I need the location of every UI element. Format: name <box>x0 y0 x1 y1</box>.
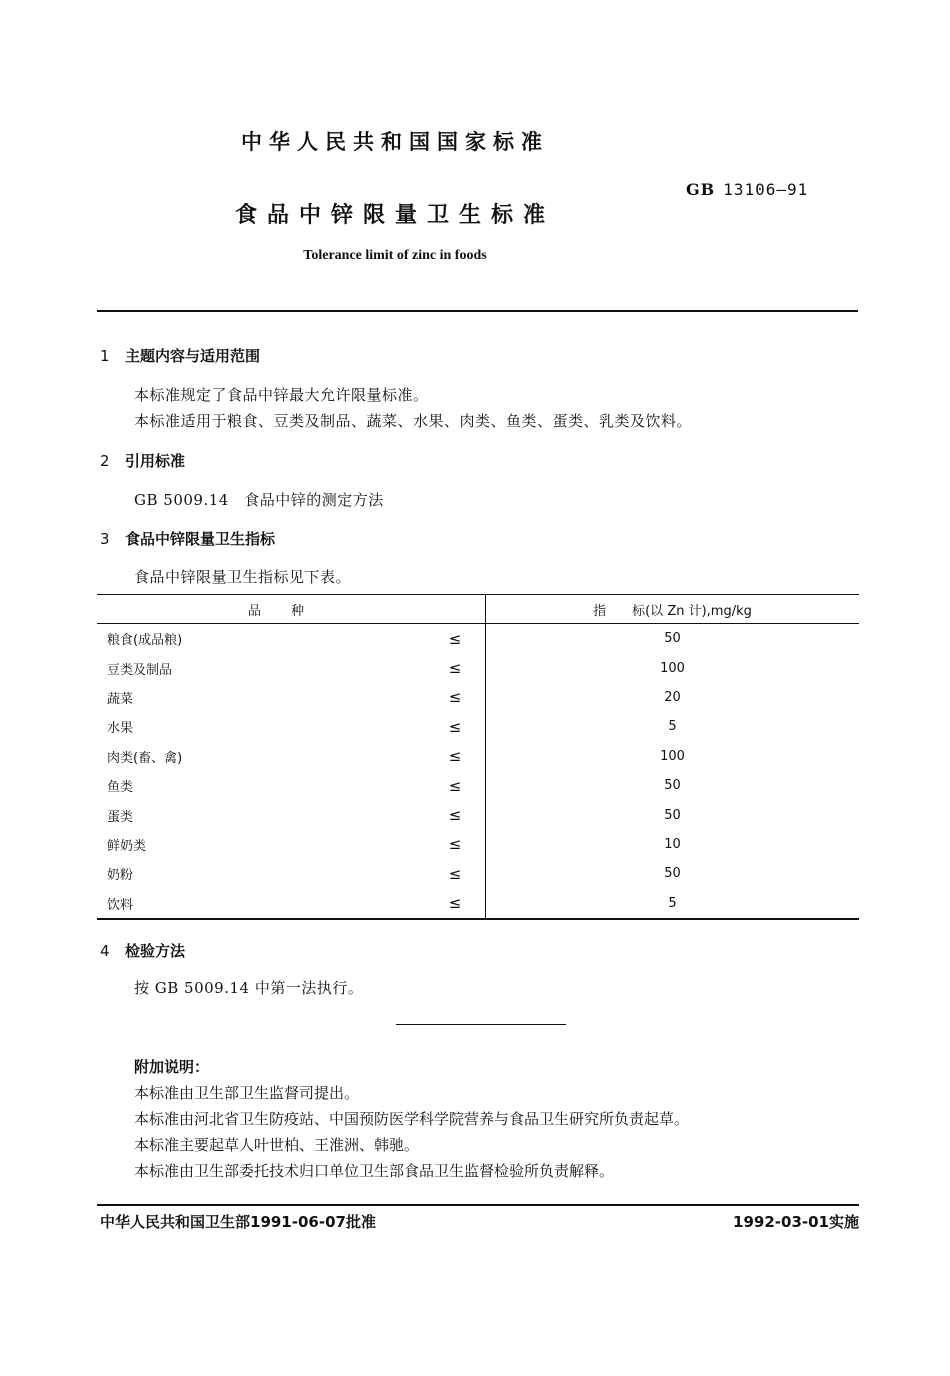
end-divider <box>396 1024 566 1025</box>
table-row <box>97 830 859 859</box>
leq-sign: ≤ <box>448 864 462 883</box>
note-line: 本标准由卫生部委托技术归口单位卫生部食品卫生监督检验所负责解释。 <box>134 1162 615 1180</box>
limit-value: 10 <box>486 830 860 859</box>
bottom-divider <box>97 1204 859 1206</box>
col-header-variety: 品种 <box>97 595 486 624</box>
limit-value: 50 <box>486 859 860 888</box>
food-name: 豆类及制品 <box>107 662 173 678</box>
limit-value: 50 <box>486 800 860 829</box>
leq-sign: ≤ <box>448 776 462 795</box>
section-4-heading <box>100 940 185 961</box>
section-2-heading <box>100 450 185 471</box>
limit-value: 20 <box>486 683 860 712</box>
table-row <box>97 624 859 654</box>
leq-sign: ≤ <box>448 659 462 678</box>
food-name: 饮料 <box>97 889 449 919</box>
standard-org-title: 中华人民共和国国家标准 <box>241 130 549 154</box>
section-3-paragraph: 食品中锌限量卫生指标见下表。 <box>134 568 352 586</box>
section-title: 引用标准 <box>125 452 186 470</box>
approval-line: 中华人民共和国卫生部1991-06-07批准 <box>100 1213 376 1231</box>
note-line: 本标准由河北省卫生防疫站、中国预防医学科学院营养与食品卫生研究所负责起草。 <box>134 1110 690 1128</box>
notes-heading: 附加说明： <box>134 1058 210 1076</box>
standard-prefix: GB <box>686 180 716 199</box>
table-row <box>97 771 859 800</box>
section-title: 食品中锌限量卫生指标 <box>125 530 276 548</box>
section-number: 2 <box>100 452 110 470</box>
implementation-date: 1992-03-01实施 <box>733 1213 859 1231</box>
leq-sign: ≤ <box>448 835 462 854</box>
limit-value: 100 <box>486 742 860 771</box>
table-row <box>97 653 859 682</box>
table-row <box>97 712 859 741</box>
section-1-heading <box>100 345 260 366</box>
table-row <box>97 889 859 919</box>
leq-sign: ≤ <box>449 889 486 919</box>
standard-number <box>686 180 808 199</box>
section-number: 1 <box>100 347 110 365</box>
document-title: 食品中锌限量卫生标准 <box>234 203 555 228</box>
standard-code: 13106—91 <box>723 180 809 199</box>
table-header-row <box>97 595 859 624</box>
col-header-limit: 指 标(以 Zn 计),mg/kg <box>486 595 860 624</box>
food-name: 粮食(成品粮) <box>107 633 183 649</box>
limit-value: 50 <box>486 624 860 654</box>
section-number: 4 <box>100 942 110 960</box>
top-divider <box>97 310 858 312</box>
zinc-limit-table <box>97 594 859 918</box>
section-title: 检验方法 <box>125 942 186 960</box>
food-name: 鱼类 <box>107 780 134 796</box>
section-3-heading <box>100 528 275 549</box>
table-row <box>97 742 859 771</box>
leq-sign: ≤ <box>448 747 462 766</box>
note-line: 本标准由卫生部卫生监督司提出。 <box>134 1084 360 1102</box>
limit-value: 5 <box>486 889 860 919</box>
food-name: 蔬菜 <box>107 691 134 707</box>
section-title: 主题内容与适用范围 <box>125 347 261 365</box>
section-4-paragraph: 按 GB 5009.14 中第一法执行。 <box>134 979 364 997</box>
section-number: 3 <box>100 530 110 548</box>
table-row <box>97 683 859 712</box>
food-name: 肉类(畜、禽) <box>107 750 183 766</box>
section-1-paragraph: 本标准规定了食品中锌最大允许限量标准。 <box>134 386 429 404</box>
leq-sign: ≤ <box>448 688 462 707</box>
food-name: 水果 <box>107 721 134 737</box>
limit-value: 50 <box>486 771 860 800</box>
limit-value: 5 <box>486 712 860 741</box>
leq-sign: ≤ <box>448 629 462 648</box>
leq-sign: ≤ <box>448 806 462 825</box>
table-row <box>97 859 859 888</box>
section-1-paragraph: 本标准适用于粮食、豆类及制品、蔬菜、水果、肉类、鱼类、蛋类、乳类及饮料。 <box>134 412 693 430</box>
note-line: 本标准主要起草人叶世柏、王淮洲、韩驰。 <box>134 1136 420 1154</box>
table-row <box>97 800 859 829</box>
document-title-english: Tolerance limit of zinc in foods <box>303 248 487 263</box>
food-name: 蛋类 <box>107 809 134 825</box>
section-2-paragraph: GB 5009.14 食品中锌的测定方法 <box>134 491 384 509</box>
food-name: 奶粉 <box>107 868 134 884</box>
food-name: 鲜奶类 <box>107 838 147 854</box>
limit-value: 100 <box>486 653 860 682</box>
leq-sign: ≤ <box>448 717 462 736</box>
